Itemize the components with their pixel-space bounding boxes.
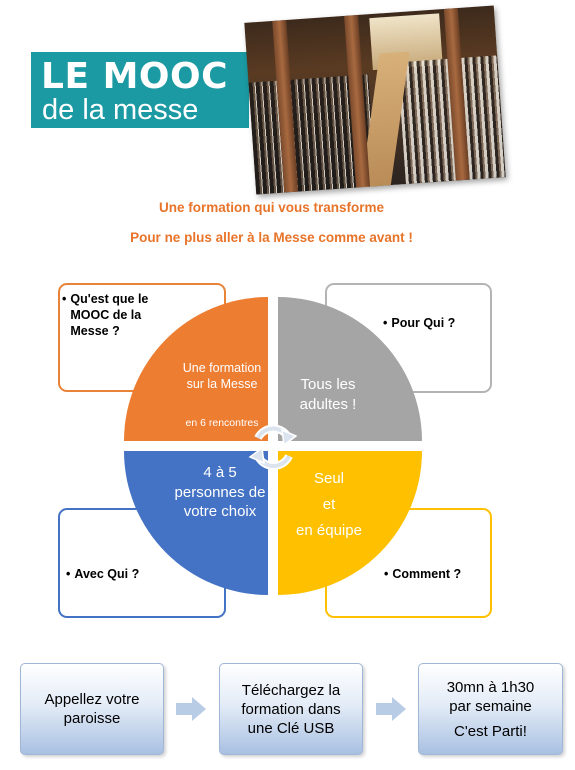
step-call-parish bbox=[20, 663, 164, 755]
step-download-label: Téléchargez la formation dans une Clé USB bbox=[241, 681, 341, 737]
bullet-icon: • bbox=[62, 292, 67, 306]
quadrant-bottom-right-label bbox=[286, 466, 372, 544]
quadrant-bottom-left-label: 4 à 5 personnes de votre choix bbox=[174, 464, 266, 520]
quadrant-top-left-sublabel: en 6 rencontres bbox=[185, 417, 259, 429]
quadrant-circle bbox=[124, 297, 422, 595]
box-for-whom-text: • Pour Qui ? bbox=[383, 316, 456, 330]
mooc-logo bbox=[31, 52, 249, 128]
cycle-arrows-icon bbox=[250, 428, 296, 466]
bullet-icon: • bbox=[66, 567, 71, 581]
logo-subtitle: de la messe bbox=[42, 94, 199, 126]
step-call-parish-label: Appellez votre paroisse bbox=[44, 691, 140, 727]
arrow-right-icon bbox=[376, 697, 406, 721]
quadrant-top-left-label: Une formation sur la Messe bbox=[182, 361, 262, 391]
step-schedule bbox=[418, 663, 563, 755]
quadrant-bottom-right-line: Seul bbox=[313, 470, 345, 487]
tagline-messe: Pour ne plus aller à la Messe comme avant ! bbox=[130, 230, 413, 245]
logo-title: LE MOOC bbox=[41, 56, 229, 97]
quadrant-bottom-right-line: et bbox=[322, 496, 336, 513]
step-start-label: C'est Parti! bbox=[454, 722, 527, 740]
box-how-text: • Comment ? bbox=[384, 567, 462, 581]
bullet-icon: • bbox=[384, 567, 389, 581]
tagline-transform: Une formation qui vous transforme bbox=[158, 200, 385, 215]
step-download bbox=[219, 663, 363, 755]
box-what-is-mooc-text: • Qu'est que le MOOC de la Messe ? bbox=[62, 292, 149, 338]
quadrant-bottom-right-line: en équipe bbox=[296, 522, 362, 539]
quadrant-top-right-label: Tous les adultes ! bbox=[299, 376, 357, 413]
box-with-whom-text: • Avec Qui ? bbox=[66, 567, 140, 581]
bullet-icon: • bbox=[383, 316, 388, 330]
step-schedule-label: 30mn à 1h30 par semaine bbox=[446, 678, 535, 715]
church-photo bbox=[244, 5, 505, 194]
arrow-right-icon bbox=[176, 697, 206, 721]
